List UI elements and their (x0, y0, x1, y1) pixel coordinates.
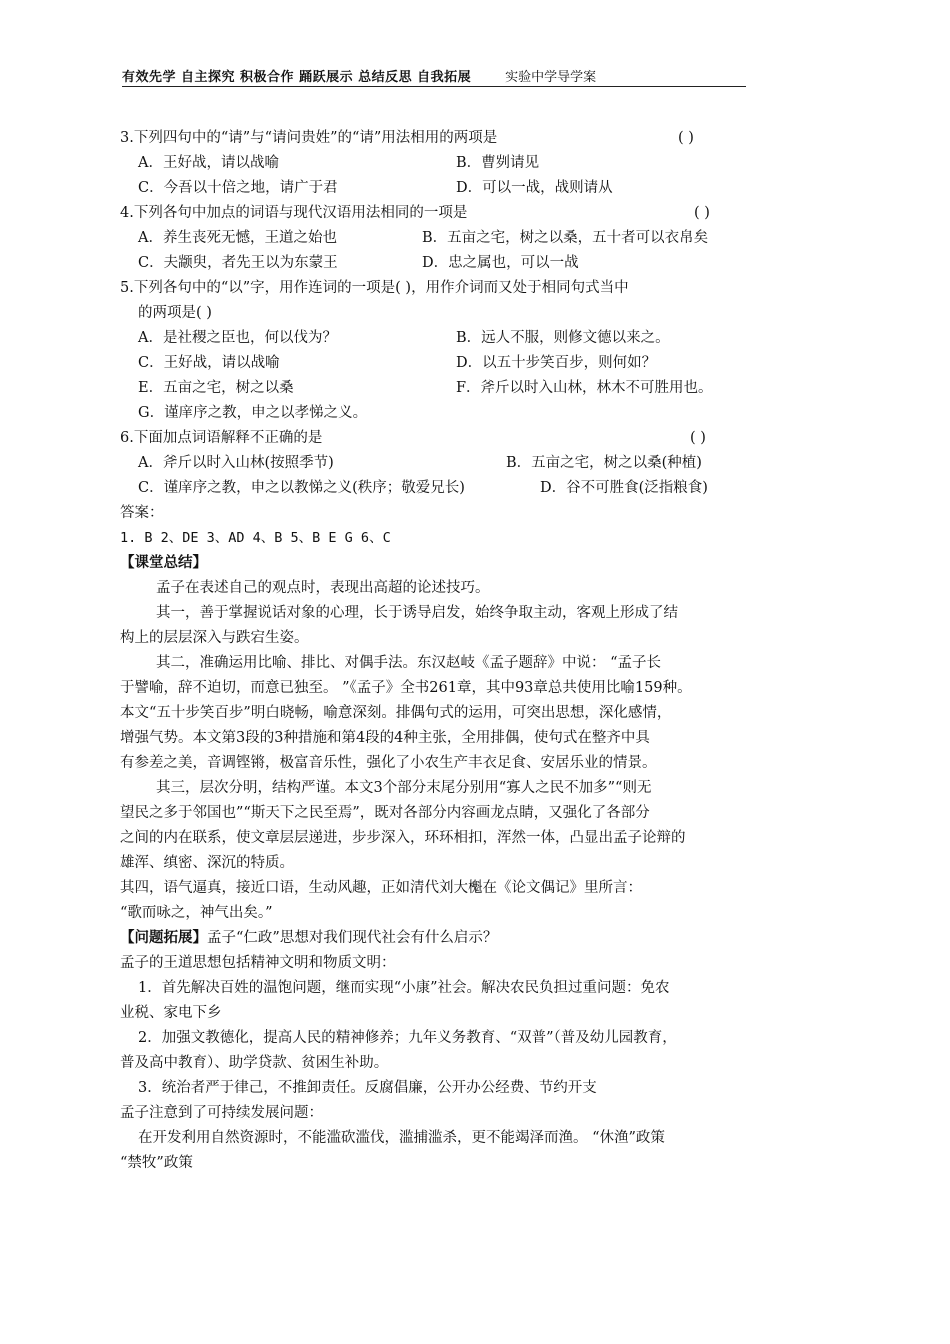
summary-paragraph-line: 孟子在表述自己的观点时，表现出高超的论述技巧。 (156, 580, 490, 596)
question-6-option-a: A．斧斤以时入山林(按照季节) (138, 455, 334, 471)
question-4-text: 4.下列各句中加点的词语与现代汉语用法相同的一项是 (120, 205, 468, 221)
summary-paragraph-line: 增强气势。本文第3段的3种措施和第4段的4种主张，全用排偶，使句式在整齐中具 (120, 730, 650, 746)
summary-paragraph-line: 其二，准确运用比喻、排比、对偶手法。东汉赵岐《孟子题辞》中说： “孟子长 (156, 655, 662, 671)
question-5-option-e: E．五亩之宅，树之以桑 (138, 380, 294, 396)
question-5-stem-line-1: 5.下列各句中的“以”字，用作连词的一项是( )，用作介词而又处于相同句式当中 (120, 280, 629, 296)
question-4-option-c: C．夫颛臾，者先王以为东蒙王 (138, 255, 338, 271)
extension-line: 业税、家电下乡 (120, 1005, 222, 1021)
question-5-option-a: A．是社稷之臣也，何以伐为？ (138, 330, 337, 346)
question-5-options-row-4 (120, 401, 760, 426)
question-6-option-b: B．五亩之宅，树之以桑(种植) (506, 455, 702, 471)
question-5-stem-line-2: 的两项是( ) (138, 305, 212, 321)
question-5-option-d: D．以五十步笑百步，则何如？ (456, 355, 657, 371)
question-5-option-f: F．斧斤以时入山林，林木不可胜用也。 (456, 380, 713, 396)
extension-line: 孟子的王道思想包括精神文明和物质文明： (120, 955, 396, 971)
extension-line: 2．加强文教德化，提高人民的精神修养；九年义务教育、“双普”（普及幼儿园教育， (138, 1030, 677, 1046)
extension-line: 普及高中教育）、助学贷款、贫困生补助。 (120, 1055, 389, 1071)
summary-section-title: 【课堂总结】 (120, 555, 207, 571)
header-slogan: 有效先学 自主探究 积极合作 踊跃展示 总结反思 自我拓展 (122, 70, 472, 85)
question-4-option-a: A．养生丧死无憾，王道之始也 (138, 230, 337, 246)
question-5-options-row-1 (120, 326, 760, 351)
question-3-option-c: C．今吾以十倍之地，请广于君 (138, 180, 338, 196)
question-6-options-row-2 (120, 476, 760, 501)
summary-paragraph-line: 其三，层次分明，结构严谨。本文3个部分末尾分别用“寡人之民不加多”“则无 (156, 780, 652, 796)
question-5-option-b: B．远人不服，则修文德以来之。 (456, 330, 670, 346)
summary-paragraph-line: 其四，语气逼真，接近口语，生动风趣，正如清代刘大櫆在《论文偶记》里所言： (120, 880, 642, 896)
question-6-options-row-1 (120, 451, 760, 476)
extension-line: 孟子注意到了可持续发展问题： (120, 1105, 323, 1121)
page-header (122, 66, 746, 87)
extension-line: 3．统治者严于律己，不推卸责任。反腐倡廉，公开办公经费、节约开支 (138, 1080, 597, 1096)
question-3-answer-blank: ( ) (678, 130, 694, 146)
question-5-options-row-3 (120, 376, 760, 401)
question-6-answer-blank: ( ) (690, 430, 706, 446)
question-6-text: 6.下面加点词语解释不正确的是 (120, 430, 323, 446)
question-4-option-d: D．忠之属也，可以一战 (422, 255, 579, 271)
extension-question: 孟子“仁政”思想对我们现代社会有什么启示？ (207, 930, 498, 946)
extension-line: “禁牧”政策 (120, 1155, 193, 1171)
question-4-option-b: B．五亩之宅，树之以桑，五十者可以衣帛矣 (422, 230, 709, 246)
question-4-stem (120, 201, 760, 226)
extension-line: 1．首先解决百姓的温饱问题，继而实现“小康”社会。解决农民负担过重问题：免农 (138, 980, 670, 996)
summary-paragraph-line: 其一，善于掌握说话对象的心理，长于诱导启发，始终争取主动，客观上形成了结 (156, 605, 678, 621)
question-3-options-row-1 (120, 151, 760, 176)
question-6-option-c: C．谨庠序之教，申之以教悌之义(秩序；敬爱兄长) (138, 480, 465, 496)
summary-paragraph-line: 有参差之美，音调铿锵，极富音乐性，强化了小农生产丰衣足食、安居乐业的情景。 (120, 755, 657, 771)
question-3-option-b: B．曹刿请见 (456, 155, 540, 171)
extension-heading (120, 926, 760, 951)
extension-section-title: 【问题拓展】 (120, 930, 207, 946)
summary-paragraph-line: 望民之多于邻国也”“斯天下之民至焉”，既对各部分内容画龙点睛，又强化了各部分 (120, 805, 650, 821)
question-6-stem (120, 426, 760, 451)
document-body (120, 126, 760, 1176)
question-3-option-a: A．王好战，请以战喻 (138, 155, 279, 171)
question-4-options-row-1 (120, 226, 760, 251)
summary-paragraph-line: 构上的层层深入与跌宕生姿。 (120, 630, 309, 646)
summary-paragraph-line: 于譬喻，辞不迫切，而意已独至。 ”《孟子》全书261章，其中93章总共使用比喻159种。 (120, 680, 692, 696)
question-5-option-c: C．王好战，请以战喻 (138, 355, 280, 371)
question-6-option-d: D．谷不可胜食(泛指粮食) (540, 480, 708, 496)
question-3-text: 3.下列四句中的“请”与“请问贵姓”的“请”用法相用的两项是 (120, 130, 498, 146)
question-5-option-g: G．谨庠序之教，申之以孝悌之义。 (138, 405, 368, 421)
question-4-options-row-2 (120, 251, 760, 276)
answers-label: 答案： (120, 505, 164, 521)
question-3-option-d: D．可以一战，战则请从 (456, 180, 613, 196)
question-4-answer-blank: ( ) (694, 205, 710, 221)
question-5-options-row-2 (120, 351, 760, 376)
question-3-stem (120, 126, 760, 151)
summary-paragraph-line: 之间的内在联系，使文章层层递进，步步深入，环环相扣，浑然一体，凸显出孟子论辩的 (120, 830, 686, 846)
question-3-options-row-2 (120, 176, 760, 201)
answers-text: 1. B 2、DE 3、AD 4、B 5、B E G 6、C (120, 530, 391, 546)
summary-paragraph-line: 雄浑、缜密、深沉的特质。 (120, 855, 294, 871)
extension-line: 在开发利用自然资源时，不能滥砍滥伐，滥捕滥杀，更不能竭泽而渔。 “休渔”政策 (138, 1130, 665, 1146)
header-school-name: 实验中学导学案 (505, 70, 597, 85)
summary-paragraph-line: 本文“五十步笑百步”明白晓畅，喻意深刻。排偶句式的运用，可突出思想，深化感情， (120, 705, 672, 721)
summary-quote-line: “歌而咏之，神气出矣。” (120, 905, 273, 921)
